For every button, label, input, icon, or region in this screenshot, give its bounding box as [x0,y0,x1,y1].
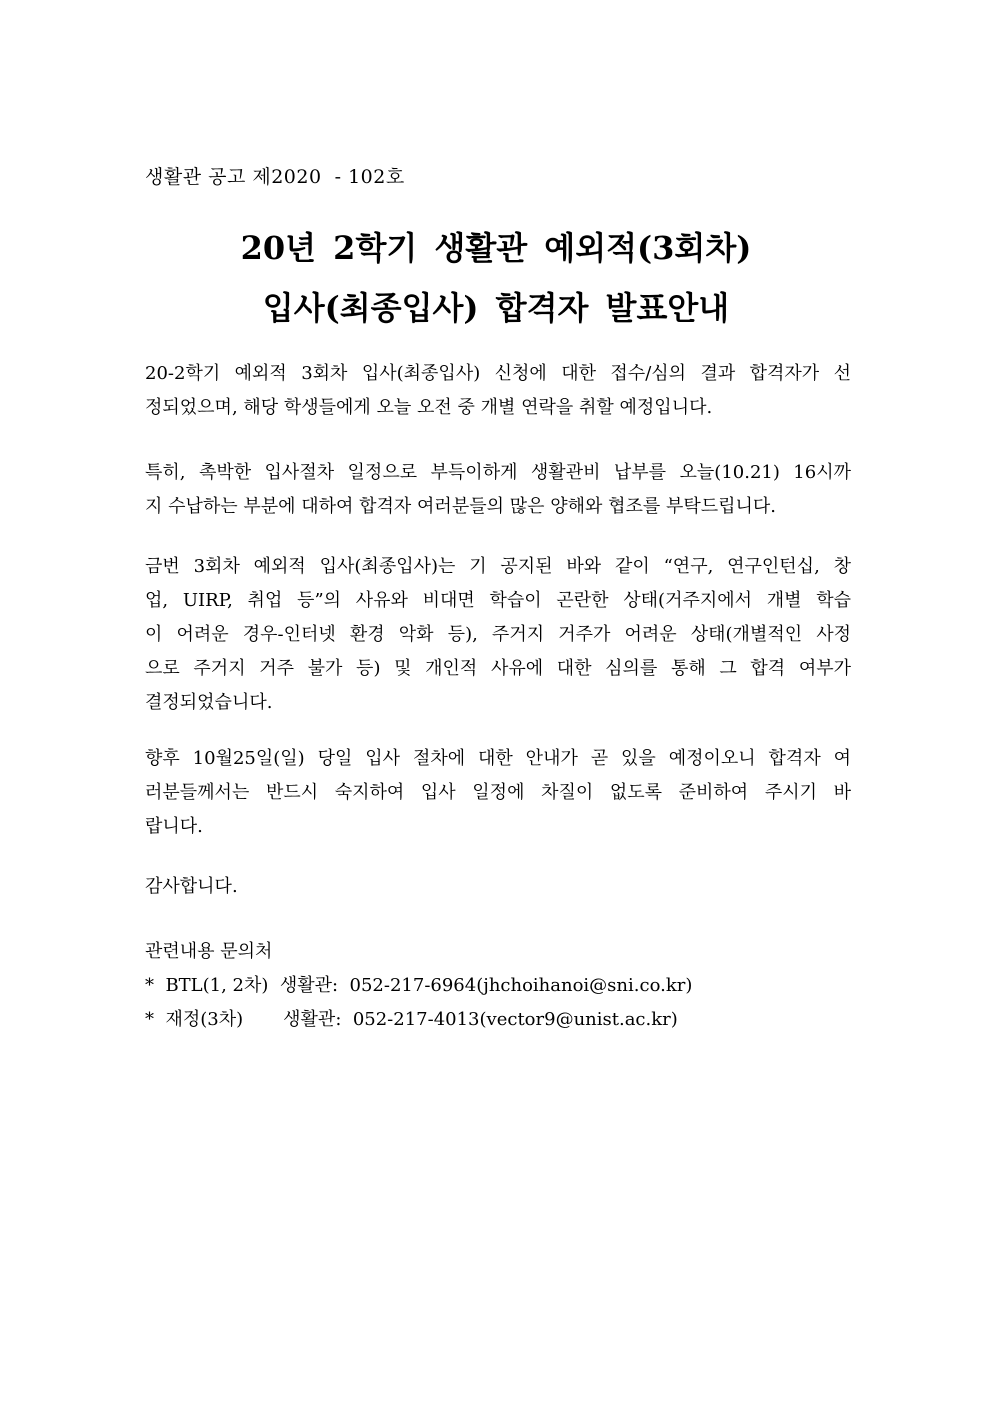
paragraph-line: 러분들께서는 반드시 숙지하여 입사 일정에 차질이 없도록 준비하여 주시기 바 [145,782,851,803]
paragraph-line: 랍니다. [145,816,203,837]
paragraph-line: 이 어려운 경우-인터넷 환경 악화 등), 주거지 거주가 어려운 상태(개별적인 사정 [145,624,851,645]
paragraph-line: 정되었으며, 해당 학생들에게 오늘 오전 중 개별 연락을 취할 예정입니다. [145,397,713,418]
paragraph-move-in-guidance [145,742,851,844]
paragraph-line: 지 수납하는 부분에 대하여 합격자 여러분들의 많은 양해와 협조를 부탁드립니다. [145,496,777,517]
closing-remark [145,870,851,904]
closing-text: 감사합니다. [145,876,238,897]
paragraph-line: 결정되었습니다. [145,692,273,713]
paragraph-line: 특히, 촉박한 입사절차 일정으로 부득이하게 생활관비 납부를 오늘(10.21) 16시까 [145,462,851,483]
paragraph-result-announcement [145,357,851,425]
document-title-line-2: 입사(최종입사) 합격자 발표안내 [262,289,730,327]
paragraph-line: 업, UIRP, 취업 등”의 사유와 비대면 학습이 곤란한 상태(거주지에서 개별 학습 [145,590,851,611]
paragraph-line: 향후 10월25일(일) 당일 입사 절차에 대한 안내가 곧 있을 예정이오니 합격자 여 [145,748,851,769]
paragraph-line: 20-2학기 예외적 3회차 입사(최종입사) 신청에 대한 접수/심의 결과 합격자가 선 [145,363,851,384]
contact-line-btl: * BTL(1, 2차) 생활관: 052-217-6964(jhchoihanoi@sni.co.kr) [145,975,693,996]
contact-line-finance: * 재정(3차) 생활관: 052-217-4013(vector9@unist.ac.kr) [145,1009,678,1030]
paragraph-selection-criteria [145,550,851,720]
paragraph-payment-request [145,456,851,524]
paragraph-line: 으로 주거지 거주 불가 등) 및 개인적 사유에 대한 심의를 통해 그 합격 여부가 [145,658,851,679]
contact-heading: 관련내용 문의처 [145,941,273,962]
notice-number: 생활관 공고 제2020 - 102호 [145,166,405,188]
document-title-line-1: 20년 2학기 생활관 예외적(3회차) [240,229,752,267]
contact-section [145,935,851,1037]
paragraph-line: 금번 3회차 예외적 입사(최종입사)는 기 공지된 바와 같이 “연구, 연구인턴십, 창 [145,556,851,577]
